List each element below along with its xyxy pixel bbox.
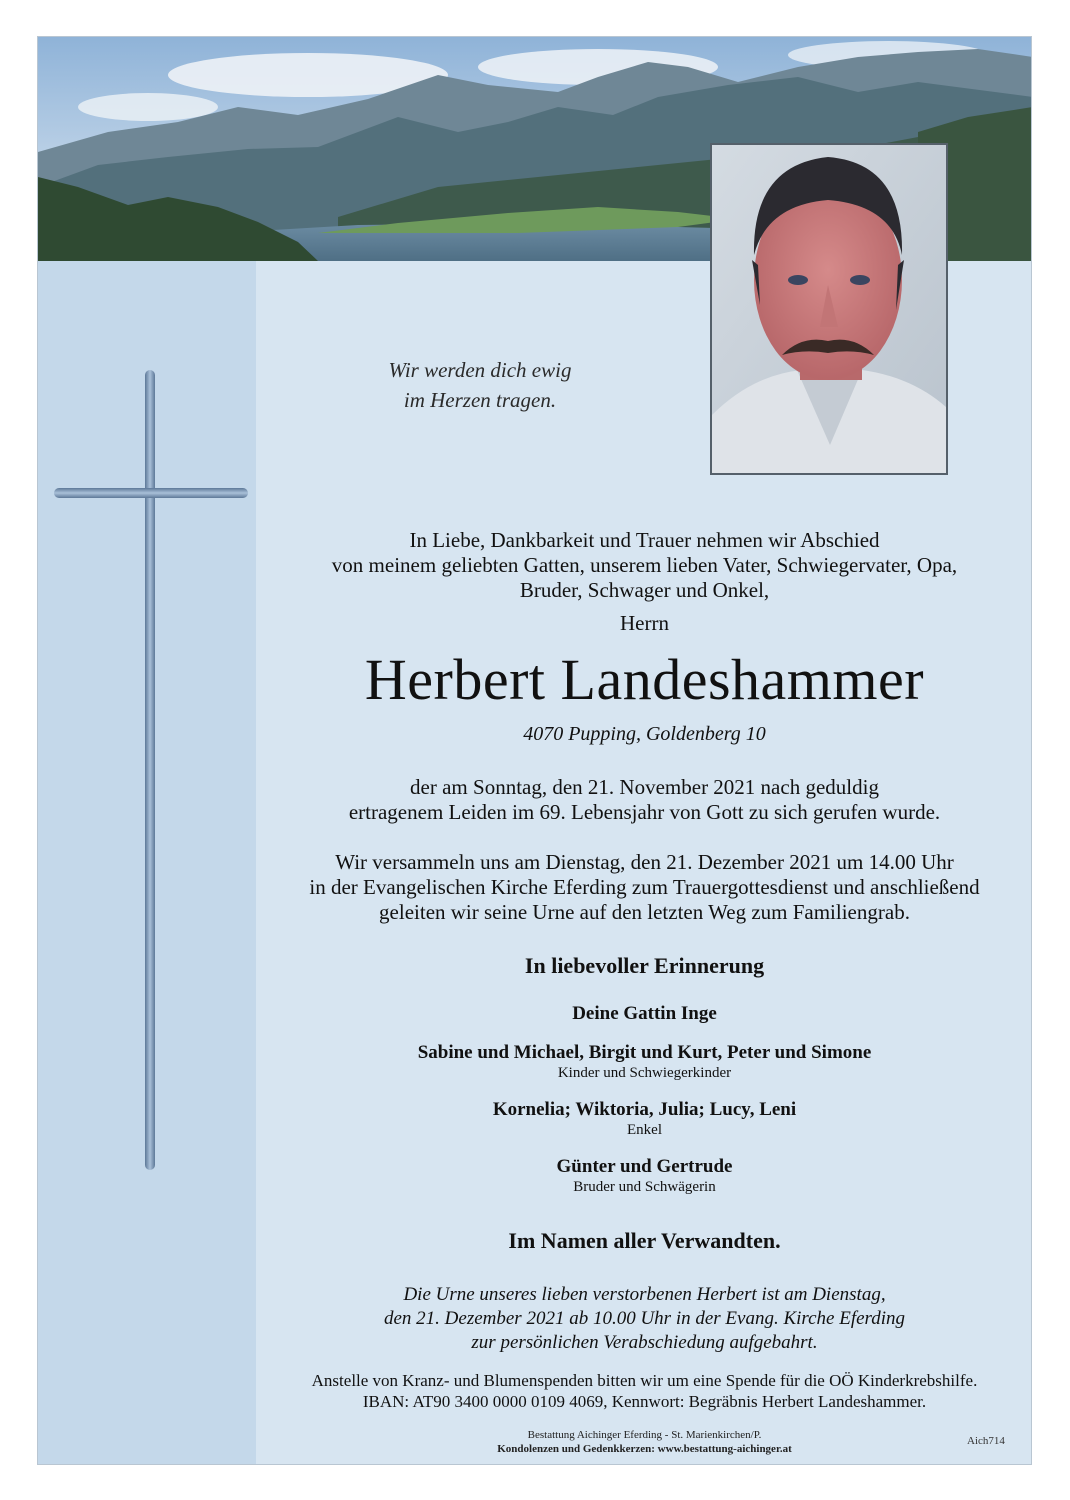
family-entry bbox=[256, 1099, 1032, 1139]
service-notice bbox=[256, 850, 1032, 925]
motto-line: im Herzen tragen. bbox=[403, 388, 557, 412]
portrait-photo bbox=[710, 143, 948, 475]
family-entry bbox=[256, 1042, 1032, 1082]
footer bbox=[256, 1428, 1032, 1456]
memory-heading: In liebevoller Erinnerung bbox=[524, 953, 765, 978]
family-entry bbox=[256, 1003, 1032, 1025]
urn-line: Die Urne unseres lieben verstorbenen Herbert ist am Dienstag, bbox=[403, 1284, 886, 1305]
closing-line: Im Namen aller Verwandten. bbox=[508, 1228, 781, 1253]
family-relation: Bruder und Schwägerin bbox=[573, 1179, 716, 1195]
family-relation: Enkel bbox=[627, 1122, 662, 1138]
family-names: Kornelia; Wiktoria, Julia; Lucy, Leni bbox=[492, 1099, 797, 1120]
family-names: Günter und Gertrude bbox=[556, 1156, 733, 1177]
intro-text bbox=[256, 528, 1032, 603]
family-names: Deine Gattin Inge bbox=[572, 1003, 717, 1024]
footer-condolences-link[interactable]: Kondolenzen und Gedenkkerzen: www.bestattung-aichinger.at bbox=[497, 1443, 792, 1455]
family-entry bbox=[256, 1156, 1032, 1196]
donation-line: IBAN: AT90 3400 0000 0109 4069, Kennwort: Begräbnis Herbert Landeshammer. bbox=[362, 1392, 927, 1411]
death-notice bbox=[256, 775, 1032, 825]
death-line: ertragenem Leiden im 69. Lebensjahr von Gott zu sich gerufen wurde. bbox=[348, 800, 941, 824]
motto bbox=[338, 355, 622, 415]
urn-line: zur persönlichen Verabschiedung aufgebahrt. bbox=[471, 1332, 818, 1353]
deceased-name: Herbert Landeshammer bbox=[364, 647, 925, 712]
urn-line: den 21. Dezember 2021 ab 10.00 Uhr in der Evang. Kirche Eferding bbox=[383, 1308, 905, 1329]
service-line: Wir versammeln uns am Dienstag, den 21. Dezember 2021 um 14.00 Uhr bbox=[335, 850, 954, 874]
address: 4070 Pupping, Goldenberg 10 bbox=[523, 723, 766, 745]
donation-notice bbox=[256, 1370, 1032, 1412]
intro-line: von meinem geliebten Gatten, unserem lieben Vater, Schwiegervater, Opa, bbox=[331, 553, 958, 577]
donation-line: Anstelle von Kranz- und Blumenspenden bitten wir um eine Spende für die OÖ Kinderkrebshilfe. bbox=[311, 1371, 978, 1390]
service-line: in der Evangelischen Kirche Eferding zum Trauergottesdienst und anschließend bbox=[309, 875, 980, 899]
intro-line: Bruder, Schwager und Onkel, bbox=[519, 578, 770, 602]
family-names: Sabine und Michael, Birgit und Kurt, Peter und Simone bbox=[417, 1042, 872, 1063]
service-line: geleiten wir seine Urne auf den letzten Weg zum Familiengrab. bbox=[379, 900, 910, 924]
honorific: Herrn bbox=[620, 611, 669, 635]
obituary-card bbox=[37, 36, 1032, 1465]
document-code: Aich714 bbox=[967, 1435, 1005, 1447]
footer-funeral-home: Bestattung Aichinger Eferding - St. Marienkirchen/P. bbox=[527, 1429, 762, 1441]
family-relation: Kinder und Schwiegerkinder bbox=[557, 1065, 732, 1081]
death-line: der am Sonntag, den 21. November 2021 nach geduldig bbox=[410, 775, 879, 799]
urn-notice bbox=[256, 1283, 1032, 1355]
intro-line: In Liebe, Dankbarkeit und Trauer nehmen wir Abschied bbox=[409, 528, 880, 552]
motto-line: Wir werden dich ewig bbox=[388, 358, 572, 382]
cross-icon bbox=[54, 370, 248, 1170]
